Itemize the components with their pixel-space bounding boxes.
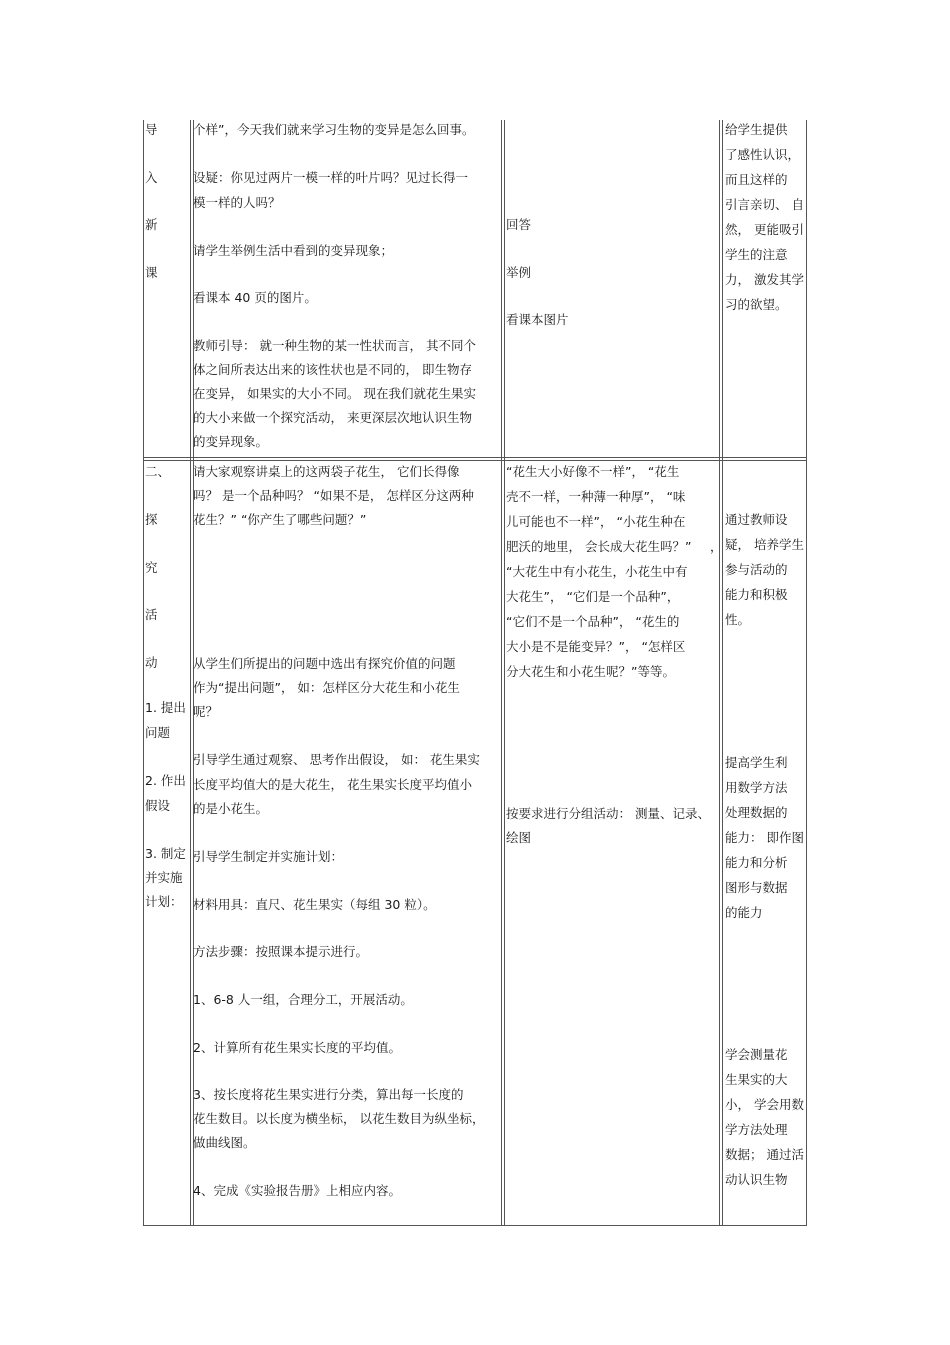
teacher-activity-line: 教师引导： 就一种生物的某一性状而言， 其不同个 xyxy=(193,338,476,353)
student-activity-line: 儿可能也不一样”， “小花生种在 xyxy=(506,514,686,529)
design-purpose-line: 引言亲切、 自 xyxy=(725,197,804,212)
design-purpose-line: 学会测量花 xyxy=(725,1047,788,1062)
design-purpose-line: 通过教师设 xyxy=(725,512,788,527)
teacher-activity-line: 体之间所表达出来的该性状也是不同的， 即生物存 xyxy=(193,362,472,377)
student-activity-line: 肥沃的地里， 会长成大花生吗？” xyxy=(506,539,692,554)
student-activity-line: 举例 xyxy=(506,265,532,280)
teacher-activity-line: 花生数目。以长度为横坐标， 以花生数目为纵坐标， xyxy=(193,1111,485,1126)
table-border-bottom xyxy=(143,1225,807,1226)
student-activity-line: 回答 xyxy=(506,217,532,232)
stage-label-line: 究 xyxy=(145,560,158,575)
design-purpose-line: 能力和积极 xyxy=(725,587,788,602)
design-purpose-line: 用数学方法 xyxy=(725,780,788,795)
stage-label-line: 活 xyxy=(145,607,158,622)
teacher-activity-line: 设疑：你见过两片一模一样的叶片吗？见过长得一 xyxy=(193,170,469,185)
teacher-activity-line: 作为“提出问题”， 如：怎样区分大花生和小花生 xyxy=(193,680,460,695)
student-activity-line: 大小是不是能变异？”， “怎样区 xyxy=(506,639,686,654)
design-purpose-line: 力， 激发其学 xyxy=(725,272,804,287)
table-column-divider xyxy=(504,120,505,1226)
student-activity-line: 壳不一样，一种薄一种厚”， “味 xyxy=(506,489,686,504)
student-activity-line: “花生大小好像不一样”， “花生 xyxy=(506,464,680,479)
stage-label-char: 导 xyxy=(145,122,158,137)
stage-label-line: 并实施 xyxy=(145,870,183,885)
student-activity-line: “它们不是一个品种”， “花生的 xyxy=(506,614,680,629)
teacher-activity-line: 长度平均值大的是大花生， 花生果实长度平均值小 xyxy=(193,777,472,792)
teacher-activity-line: 请学生举例生活中看到的变异现象； xyxy=(193,243,394,258)
teacher-activity-line: 4、完成《实验报告册》上相应内容。 xyxy=(193,1183,401,1198)
design-purpose-line: 能力和分析 xyxy=(725,855,788,870)
design-purpose-line: 性。 xyxy=(725,612,751,627)
design-purpose-line: 学方法处理 xyxy=(725,1122,788,1137)
teacher-activity-line: 模一样的人吗？ xyxy=(193,195,281,210)
teacher-activity-line: 看课本 40 页的图片。 xyxy=(193,290,317,305)
table-row-divider xyxy=(143,460,807,461)
design-purpose-line: 然， 更能吸引 xyxy=(725,222,804,237)
table-border-left xyxy=(143,120,144,1226)
stage-label-char: 课 xyxy=(145,265,158,280)
stage-label-line: 假设 xyxy=(145,798,171,813)
design-purpose-line: 动认识生物 xyxy=(725,1172,788,1187)
table-column-divider xyxy=(722,120,723,1226)
teacher-activity-line: 在变异， 如果实的大小不同。 现在我们就花生果实 xyxy=(193,386,476,401)
teacher-activity-line: 引导学生通过观察、 思考作出假设， 如： 花生果实 xyxy=(193,752,480,767)
table-column-divider xyxy=(193,120,194,1226)
table-column-divider xyxy=(501,120,502,1226)
stage-label-line: 1. 提出 xyxy=(145,700,186,715)
design-purpose-line: 能力： 即作图 xyxy=(725,830,804,845)
teacher-activity-line: 吗？ 是一个品种吗？ “如果不是， 怎样区分这两种 xyxy=(193,488,474,503)
teacher-activity-line: 个样”，今天我们就来学习生物的变异是怎么回事。 xyxy=(193,122,475,137)
student-activity-line: “大花生中有小花生，小花生中有 xyxy=(506,564,688,579)
design-purpose-line: 生果实的大 xyxy=(725,1072,788,1087)
teacher-activity-line: 材料用具：直尺、花生果实（每组 30 粒）。 xyxy=(193,897,436,912)
stage-label-line: 2. 作出 xyxy=(145,773,186,788)
stage-label-char: 入 xyxy=(145,170,158,185)
design-purpose-line: 参与活动的 xyxy=(725,562,788,577)
stage-label-line: 计划： xyxy=(145,894,183,909)
stage-label-line: 探 xyxy=(145,512,158,527)
design-purpose-line: 习的欲望。 xyxy=(725,297,788,312)
design-purpose-line: 的能力 xyxy=(725,905,763,920)
design-purpose-line: 给学生提供 xyxy=(725,122,788,137)
design-purpose-line: 提高学生利 xyxy=(725,755,788,770)
teacher-activity-line: 3、按长度将花生果实进行分类，算出每一长度的 xyxy=(193,1087,464,1102)
teacher-activity-line: 方法步骤：按照课本提示进行。 xyxy=(193,944,369,959)
student-activity-mark: ， xyxy=(710,539,723,554)
teacher-activity-line: 的是小花生。 xyxy=(193,801,269,816)
table-column-divider xyxy=(190,120,191,1226)
teacher-activity-line: 做曲线图。 xyxy=(193,1135,256,1150)
design-purpose-line: 图形与数据 xyxy=(725,880,788,895)
teacher-activity-line: 1、6-8 人一组，合理分工，开展活动。 xyxy=(193,992,413,1007)
table-border-right xyxy=(806,120,807,1226)
teacher-activity-line: 引导学生制定并实施计划： xyxy=(193,849,344,864)
stage-label-line: 动 xyxy=(145,655,158,670)
design-purpose-line: 而且这样的 xyxy=(725,172,788,187)
teacher-activity-line: 请大家观察讲桌上的这两袋子花生， 它们长得像 xyxy=(193,464,460,479)
student-activity-line: 按要求进行分组活动： 测量、记录、 xyxy=(506,806,710,821)
design-purpose-line: 学生的注意 xyxy=(725,247,788,262)
student-activity-line: 绘图 xyxy=(506,830,532,845)
teacher-activity-line: 从学生们所提出的问题中选出有探究价值的问题 xyxy=(193,656,456,671)
design-purpose-line: 疑， 培养学生 xyxy=(725,537,804,552)
table-row-divider xyxy=(143,457,807,458)
stage-label-char: 新 xyxy=(145,217,158,232)
teacher-activity-line: 的变异现象。 xyxy=(193,434,269,449)
stage-label-line: 问题 xyxy=(145,725,171,740)
teacher-activity-line: 花生？” “你产生了哪些问题？” xyxy=(193,512,367,527)
design-purpose-line: 小， 学会用数 xyxy=(725,1097,804,1112)
teacher-activity-line: 呢？ xyxy=(193,704,219,719)
table-column-divider xyxy=(719,120,720,1226)
design-purpose-line: 数据； 通过活 xyxy=(725,1147,804,1162)
stage-label-line: 3. 制定 xyxy=(145,846,186,861)
design-purpose-line: 了感性认识， xyxy=(725,147,801,162)
design-purpose-line: 处理数据的 xyxy=(725,805,788,820)
student-activity-line: 分大花生和小花生呢？”等等。 xyxy=(506,664,675,679)
teacher-activity-line: 的大小来做一个探究活动， 来更深层次地认识生物 xyxy=(193,410,472,425)
student-activity-line: 大花生”， “它们是一个品种”， xyxy=(506,589,680,604)
stage-label-line: 二、 xyxy=(145,464,171,479)
student-activity-line: 看课本图片 xyxy=(506,312,569,327)
teacher-activity-line: 2、计算所有花生果实长度的平均值。 xyxy=(193,1040,401,1055)
